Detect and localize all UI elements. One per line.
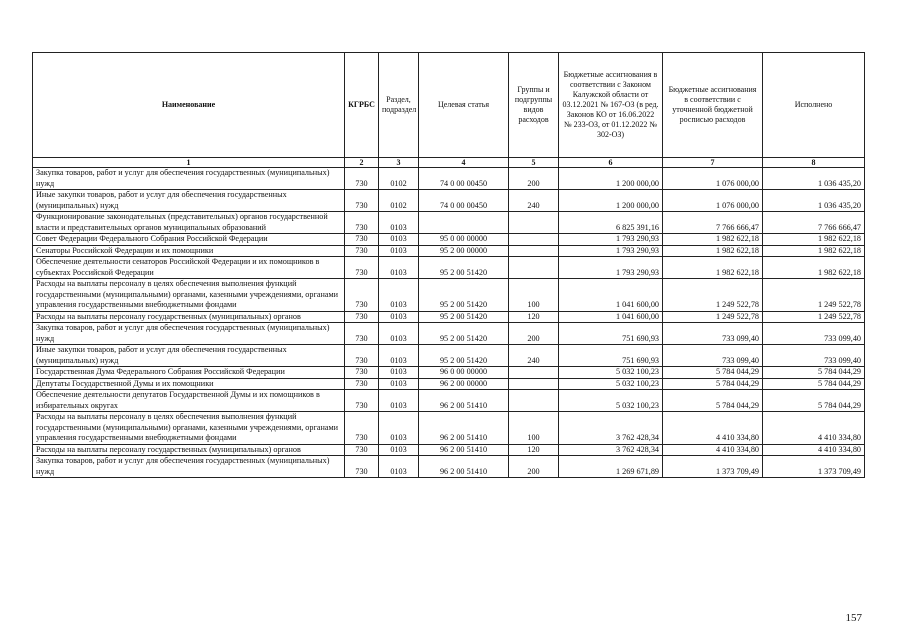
row-budget-refined: 733 099,40 xyxy=(663,323,763,345)
row-group: 120 xyxy=(509,444,559,456)
row-budget-refined: 1 373 709,49 xyxy=(663,456,763,478)
row-target: 95 2 00 51420 xyxy=(419,257,509,279)
page-number: 157 xyxy=(845,612,862,624)
row-section: 0103 xyxy=(379,245,419,257)
table-row xyxy=(33,279,865,312)
header-kgrbs: КГРБС xyxy=(345,53,379,158)
row-budget-law: 1 793 290,93 xyxy=(559,257,663,279)
row-executed: 4 410 334,80 xyxy=(763,444,865,456)
row-name: Депутаты Государственной Думы и их помощники xyxy=(33,378,345,390)
row-budget-refined: 733 099,40 xyxy=(663,345,763,367)
row-budget-law: 3 762 428,34 xyxy=(559,444,663,456)
row-kgrbs: 730 xyxy=(345,245,379,257)
row-target xyxy=(419,212,509,234)
row-name: Расходы на выплаты персоналу в целях обеспечения выполнения функций государственными (муниципальными) органами, казенными учреждениями, органами управления государственными внебюджетными фондами xyxy=(33,279,345,312)
row-budget-refined: 1 076 000,00 xyxy=(663,190,763,212)
col-number: 6 xyxy=(559,158,663,168)
col-number: 2 xyxy=(345,158,379,168)
row-section: 0103 xyxy=(379,456,419,478)
row-budget-refined: 7 766 666,47 xyxy=(663,212,763,234)
row-budget-law: 5 032 100,23 xyxy=(559,378,663,390)
col-number: 3 xyxy=(379,158,419,168)
table-row xyxy=(33,168,865,190)
row-group xyxy=(509,367,559,379)
row-target: 96 2 00 51410 xyxy=(419,390,509,412)
row-group: 200 xyxy=(509,323,559,345)
header-section: Раздел, подраздел xyxy=(379,53,419,158)
row-executed: 5 784 044,29 xyxy=(763,378,865,390)
row-kgrbs: 730 xyxy=(345,456,379,478)
row-group xyxy=(509,245,559,257)
row-group xyxy=(509,234,559,246)
row-kgrbs: 730 xyxy=(345,311,379,323)
row-target: 95 2 00 00000 xyxy=(419,245,509,257)
header-executed: Исполнено xyxy=(763,53,865,158)
row-budget-law: 1 041 600,00 xyxy=(559,311,663,323)
row-section: 0103 xyxy=(379,367,419,379)
row-kgrbs: 730 xyxy=(345,378,379,390)
row-kgrbs: 730 xyxy=(345,168,379,190)
row-budget-law: 6 825 391,16 xyxy=(559,212,663,234)
row-kgrbs: 730 xyxy=(345,234,379,246)
row-target: 96 2 00 51410 xyxy=(419,444,509,456)
row-group xyxy=(509,257,559,279)
header-group: Группы и подгруппы видов расходов xyxy=(509,53,559,158)
row-section: 0103 xyxy=(379,323,419,345)
row-section: 0103 xyxy=(379,311,419,323)
row-kgrbs: 730 xyxy=(345,412,379,445)
row-target: 95 2 00 51420 xyxy=(419,279,509,312)
row-budget-refined: 1 982 622,18 xyxy=(663,245,763,257)
row-section: 0103 xyxy=(379,378,419,390)
row-name: Расходы на выплаты персоналу в целях обеспечения выполнения функций государственными (муниципальными) органами, казенными учреждениями, органами управления государственными внебюджетными фондами xyxy=(33,412,345,445)
row-section: 0103 xyxy=(379,212,419,234)
row-executed: 1 982 622,18 xyxy=(763,257,865,279)
row-group: 240 xyxy=(509,345,559,367)
row-group: 200 xyxy=(509,456,559,478)
row-budget-law: 3 762 428,34 xyxy=(559,412,663,445)
row-budget-law: 1 269 671,89 xyxy=(559,456,663,478)
row-group: 100 xyxy=(509,279,559,312)
row-group xyxy=(509,390,559,412)
row-kgrbs: 730 xyxy=(345,257,379,279)
row-group: 100 xyxy=(509,412,559,445)
col-number: 4 xyxy=(419,158,509,168)
table-row xyxy=(33,190,865,212)
row-budget-law: 1 200 000,00 xyxy=(559,190,663,212)
row-target: 96 2 00 51410 xyxy=(419,456,509,478)
row-section: 0103 xyxy=(379,412,419,445)
table-body xyxy=(33,168,865,478)
row-budget-law: 5 032 100,23 xyxy=(559,367,663,379)
header-budget-law: Бюджетные ассигнования в соответствии с Законом Калужской области от 03.12.2021 № 167-ОЗ (в ред. Законов КО от 16.06.2022 № 233-ОЗ, от 01.12.2022 № 302-ОЗ) xyxy=(559,53,663,158)
row-group: 120 xyxy=(509,311,559,323)
row-target: 96 0 00 00000 xyxy=(419,367,509,379)
header-name: Наименование xyxy=(33,53,345,158)
row-target: 95 0 00 00000 xyxy=(419,234,509,246)
column-number-row xyxy=(33,158,865,168)
row-section: 0103 xyxy=(379,279,419,312)
row-executed: 5 784 044,29 xyxy=(763,390,865,412)
budget-table-sheet xyxy=(32,52,864,478)
row-target: 95 2 00 51420 xyxy=(419,345,509,367)
row-budget-refined: 1 982 622,18 xyxy=(663,234,763,246)
row-budget-law: 5 032 100,23 xyxy=(559,390,663,412)
row-executed: 4 410 334,80 xyxy=(763,412,865,445)
row-budget-refined: 5 784 044,29 xyxy=(663,378,763,390)
table-row xyxy=(33,378,865,390)
row-name: Закупка товаров, работ и услуг для обеспечения государственных (муниципальных) нужд xyxy=(33,168,345,190)
header-target: Целевая статья xyxy=(419,53,509,158)
row-section: 0103 xyxy=(379,390,419,412)
row-budget-law: 1 041 600,00 xyxy=(559,279,663,312)
row-name: Совет Федерации Федерального Собрания Российской Федерации xyxy=(33,234,345,246)
row-kgrbs: 730 xyxy=(345,444,379,456)
row-name: Обеспечение деятельности депутатов Государственной Думы и их помощников в избирательных округах xyxy=(33,390,345,412)
row-budget-refined: 4 410 334,80 xyxy=(663,412,763,445)
table-header-row xyxy=(33,53,865,158)
table-row xyxy=(33,412,865,445)
row-budget-refined: 1 076 000,00 xyxy=(663,168,763,190)
col-number: 8 xyxy=(763,158,865,168)
row-executed: 1 982 622,18 xyxy=(763,234,865,246)
row-target: 95 2 00 51420 xyxy=(419,311,509,323)
row-section: 0102 xyxy=(379,168,419,190)
row-budget-law: 1 200 000,00 xyxy=(559,168,663,190)
row-name: Обеспечение деятельности сенаторов Российской Федерации и их помощников в субъектах Российской Федерации xyxy=(33,257,345,279)
row-kgrbs: 730 xyxy=(345,367,379,379)
table-row xyxy=(33,245,865,257)
row-budget-refined: 1 982 622,18 xyxy=(663,257,763,279)
row-budget-law: 751 690,93 xyxy=(559,323,663,345)
row-executed: 733 099,40 xyxy=(763,323,865,345)
table-row xyxy=(33,257,865,279)
row-name: Государственная Дума Федерального Собрания Российской Федерации xyxy=(33,367,345,379)
row-budget-refined: 4 410 334,80 xyxy=(663,444,763,456)
row-group xyxy=(509,212,559,234)
row-executed: 1 249 522,78 xyxy=(763,279,865,312)
row-target: 74 0 00 00450 xyxy=(419,190,509,212)
row-section: 0102 xyxy=(379,190,419,212)
row-budget-refined: 5 784 044,29 xyxy=(663,367,763,379)
row-executed: 1 249 522,78 xyxy=(763,311,865,323)
header-budget-refined: Бюджетные ассигнования в соответствии с уточненной бюджетной росписью расходов xyxy=(663,53,763,158)
row-budget-law: 1 793 290,93 xyxy=(559,234,663,246)
row-group: 240 xyxy=(509,190,559,212)
row-kgrbs: 730 xyxy=(345,279,379,312)
row-target: 74 0 00 00450 xyxy=(419,168,509,190)
row-budget-law: 751 690,93 xyxy=(559,345,663,367)
row-section: 0103 xyxy=(379,444,419,456)
row-target: 96 2 00 00000 xyxy=(419,378,509,390)
row-name: Функционирование законодательных (представительных) органов государственной власти и представительных органов муниципальных образований xyxy=(33,212,345,234)
row-budget-refined: 5 784 044,29 xyxy=(663,390,763,412)
row-kgrbs: 730 xyxy=(345,190,379,212)
row-kgrbs: 730 xyxy=(345,212,379,234)
table-row xyxy=(33,311,865,323)
row-target: 96 2 00 51410 xyxy=(419,412,509,445)
table-row xyxy=(33,345,865,367)
row-budget-refined: 1 249 522,78 xyxy=(663,311,763,323)
table-row xyxy=(33,456,865,478)
table-row xyxy=(33,367,865,379)
row-target: 95 2 00 51420 xyxy=(419,323,509,345)
row-executed: 1 036 435,20 xyxy=(763,190,865,212)
row-executed: 733 099,40 xyxy=(763,345,865,367)
row-name: Иные закупки товаров, работ и услуг для обеспечения государственных (муниципальных) нужд xyxy=(33,190,345,212)
table-row xyxy=(33,212,865,234)
row-section: 0103 xyxy=(379,257,419,279)
col-number: 7 xyxy=(663,158,763,168)
row-budget-law: 1 793 290,93 xyxy=(559,245,663,257)
row-kgrbs: 730 xyxy=(345,390,379,412)
row-group xyxy=(509,378,559,390)
row-kgrbs: 730 xyxy=(345,345,379,367)
row-kgrbs: 730 xyxy=(345,323,379,345)
row-section: 0103 xyxy=(379,234,419,246)
budget-table xyxy=(32,52,865,478)
table-row xyxy=(33,390,865,412)
table-row xyxy=(33,444,865,456)
row-executed: 1 373 709,49 xyxy=(763,456,865,478)
row-executed: 5 784 044,29 xyxy=(763,367,865,379)
table-row xyxy=(33,323,865,345)
row-name: Расходы на выплаты персоналу государственных (муниципальных) органов xyxy=(33,311,345,323)
col-number: 1 xyxy=(33,158,345,168)
row-executed: 1 036 435,20 xyxy=(763,168,865,190)
col-number: 5 xyxy=(509,158,559,168)
table-row xyxy=(33,234,865,246)
row-name: Закупка товаров, работ и услуг для обеспечения государственных (муниципальных) нужд xyxy=(33,456,345,478)
row-name: Закупка товаров, работ и услуг для обеспечения государственных (муниципальных) нужд xyxy=(33,323,345,345)
row-budget-refined: 1 249 522,78 xyxy=(663,279,763,312)
row-executed: 7 766 666,47 xyxy=(763,212,865,234)
row-name: Иные закупки товаров, работ и услуг для обеспечения государственных (муниципальных) нужд xyxy=(33,345,345,367)
row-name: Расходы на выплаты персоналу государственных (муниципальных) органов xyxy=(33,444,345,456)
row-group: 200 xyxy=(509,168,559,190)
row-executed: 1 982 622,18 xyxy=(763,245,865,257)
row-section: 0103 xyxy=(379,345,419,367)
row-name: Сенаторы Российской Федерации и их помощники xyxy=(33,245,345,257)
